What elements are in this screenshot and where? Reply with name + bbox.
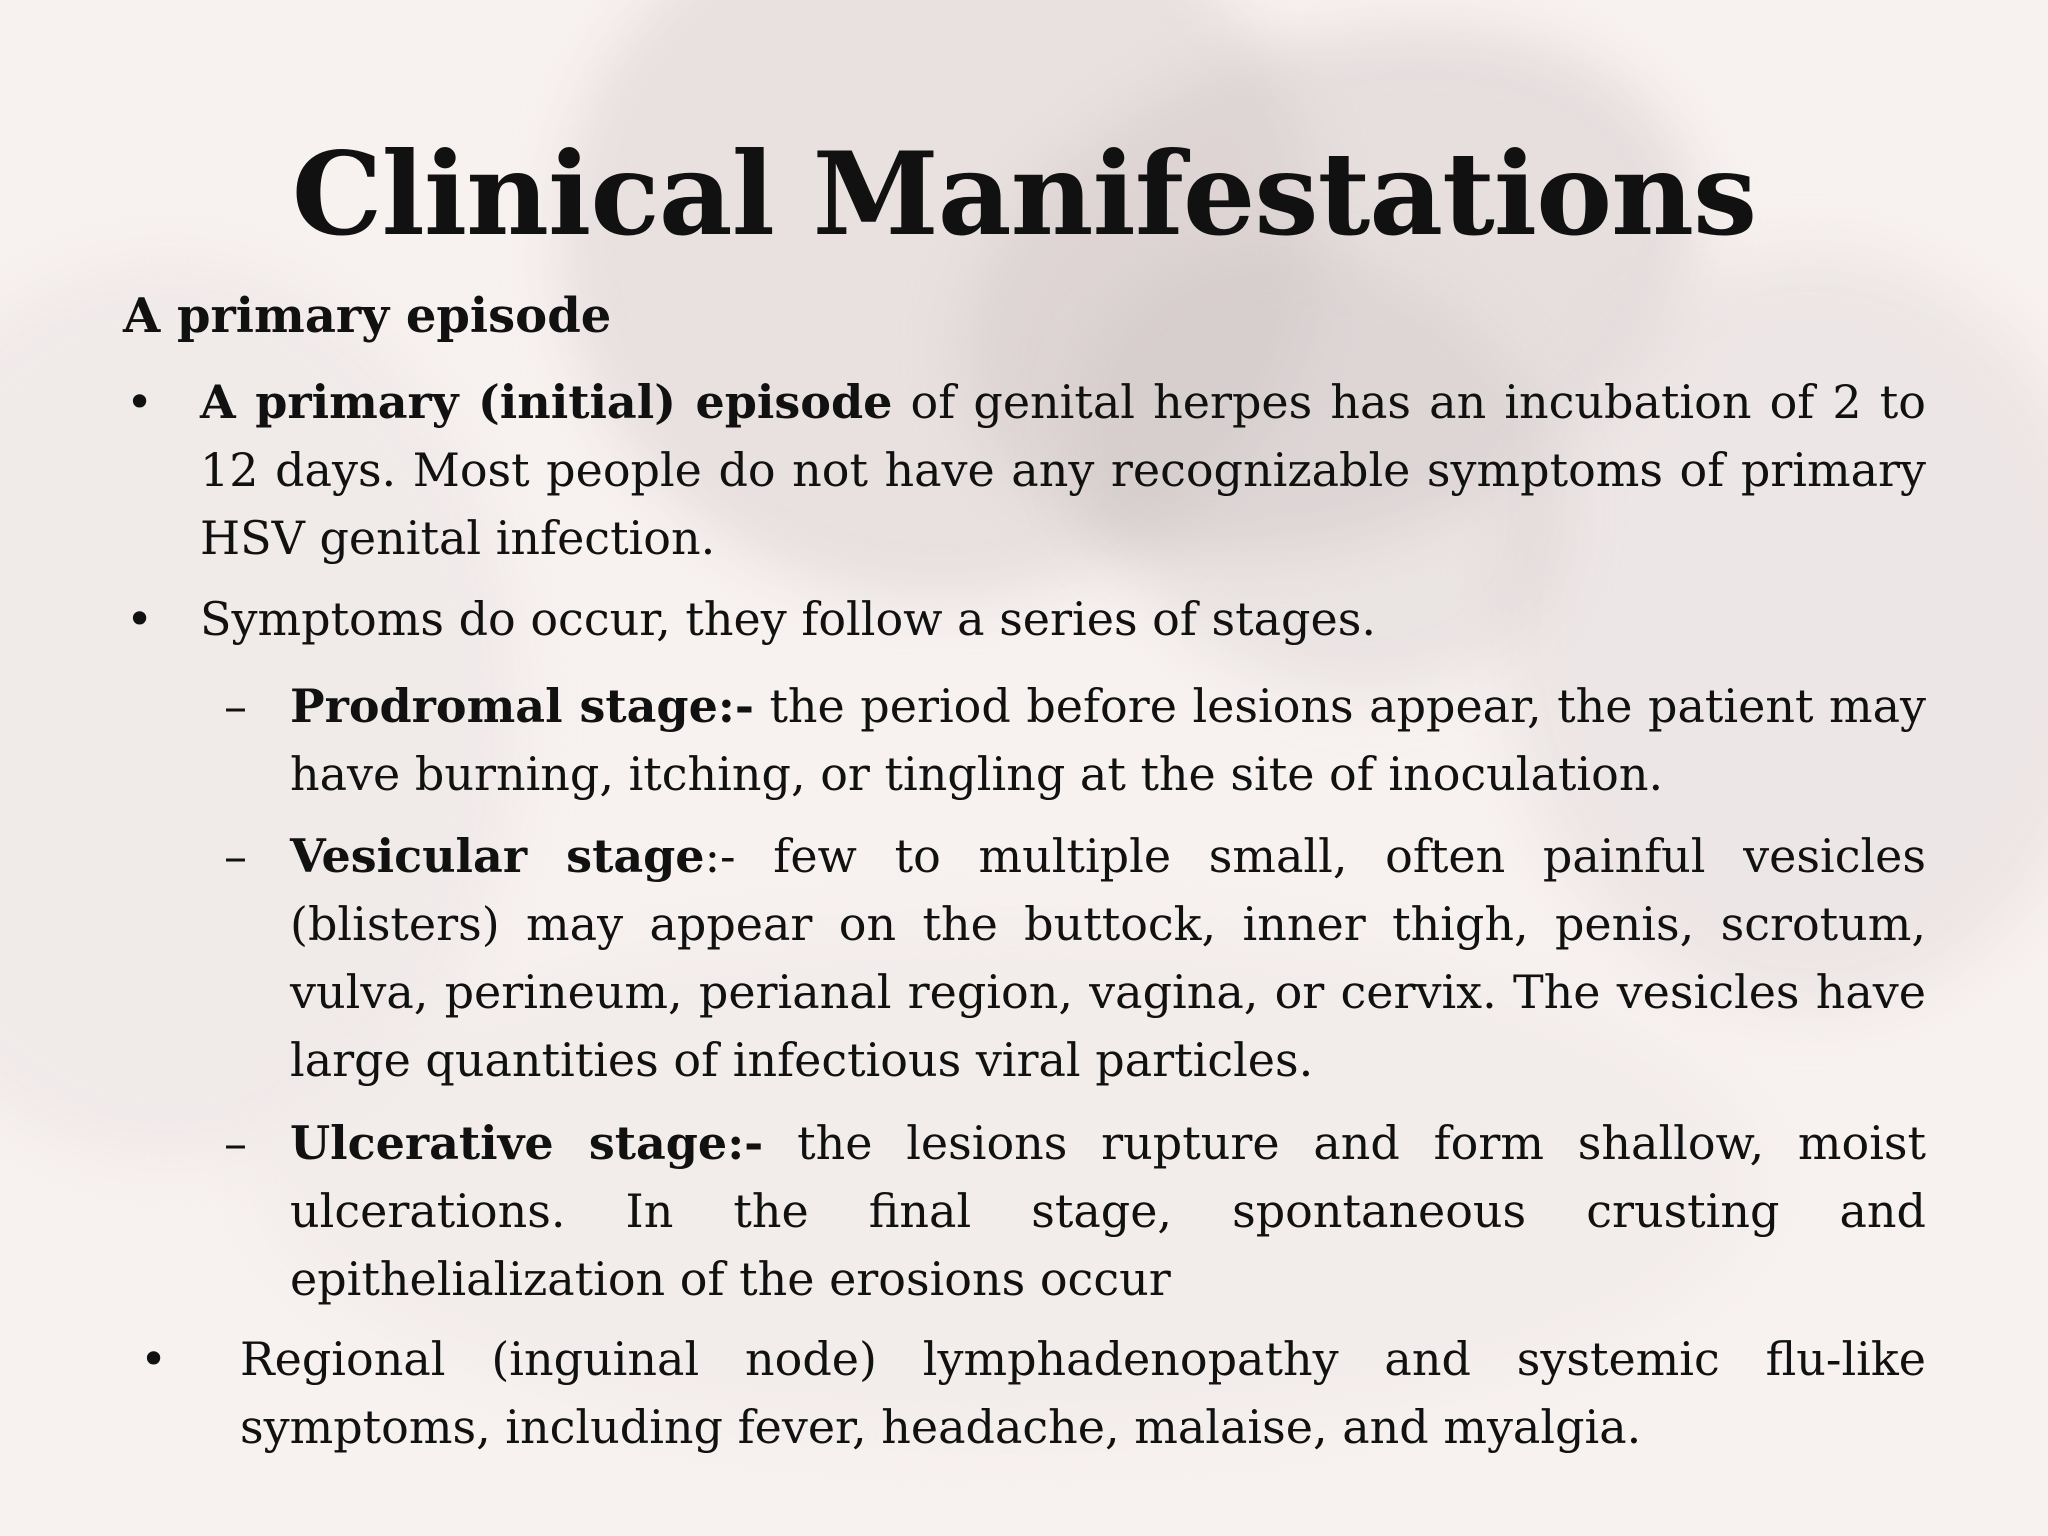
stage-name: Vesicular stage: [290, 829, 705, 883]
bullet-text: Regional (inguinal node) lymphadenopathy and systemic flu-like symptoms, including fever, headache, malaise, and myalgia.: [240, 1332, 1926, 1454]
bullet-bold-lead: A primary (initial) episode: [200, 375, 893, 429]
stage-text: [290, 672, 1926, 808]
section-subheading: A primary episode: [123, 288, 612, 344]
stage-description: the period before lesions appear, the patient may have burning, itching, or tingling at the site of inoculation.: [290, 679, 1926, 801]
bullet-marker: •: [126, 592, 154, 646]
bullet-text: [200, 368, 1926, 572]
bullet-body-text: of genital herpes has an incubation of 2 to 12 days. Most people do not have any recognizable symptoms of primary HSV genital infection.: [200, 375, 1926, 565]
dash-marker: –: [224, 829, 247, 883]
stage-description: :- few to multiple small, often painful vesicles (blisters) may appear on the buttock, inner thigh, penis, scrotum, vulva, perineum, perianal region, vagina, or cervix. The vesicles have large quantities of infectious viral particles.: [290, 829, 1926, 1087]
bullet-marker: •: [140, 1332, 168, 1386]
dash-marker: –: [224, 1116, 247, 1170]
bullet-text: Symptoms do occur, they follow a series of stages.: [200, 592, 1376, 646]
stage-text: [290, 1109, 1926, 1313]
slide-title: Clinical Manifestations: [291, 127, 1757, 261]
stage-name: Ulcerative stage:-: [290, 1116, 764, 1170]
bullet-marker: •: [126, 375, 154, 429]
dash-marker: –: [224, 679, 247, 733]
stage-text: [290, 822, 1926, 1094]
stage-name: Prodromal stage:-: [290, 679, 754, 733]
stage-description: the lesions rupture and form shallow, moist ulcerations. In the final stage, spontaneous crusting and epithelialization of the erosions occur: [290, 1116, 1927, 1306]
